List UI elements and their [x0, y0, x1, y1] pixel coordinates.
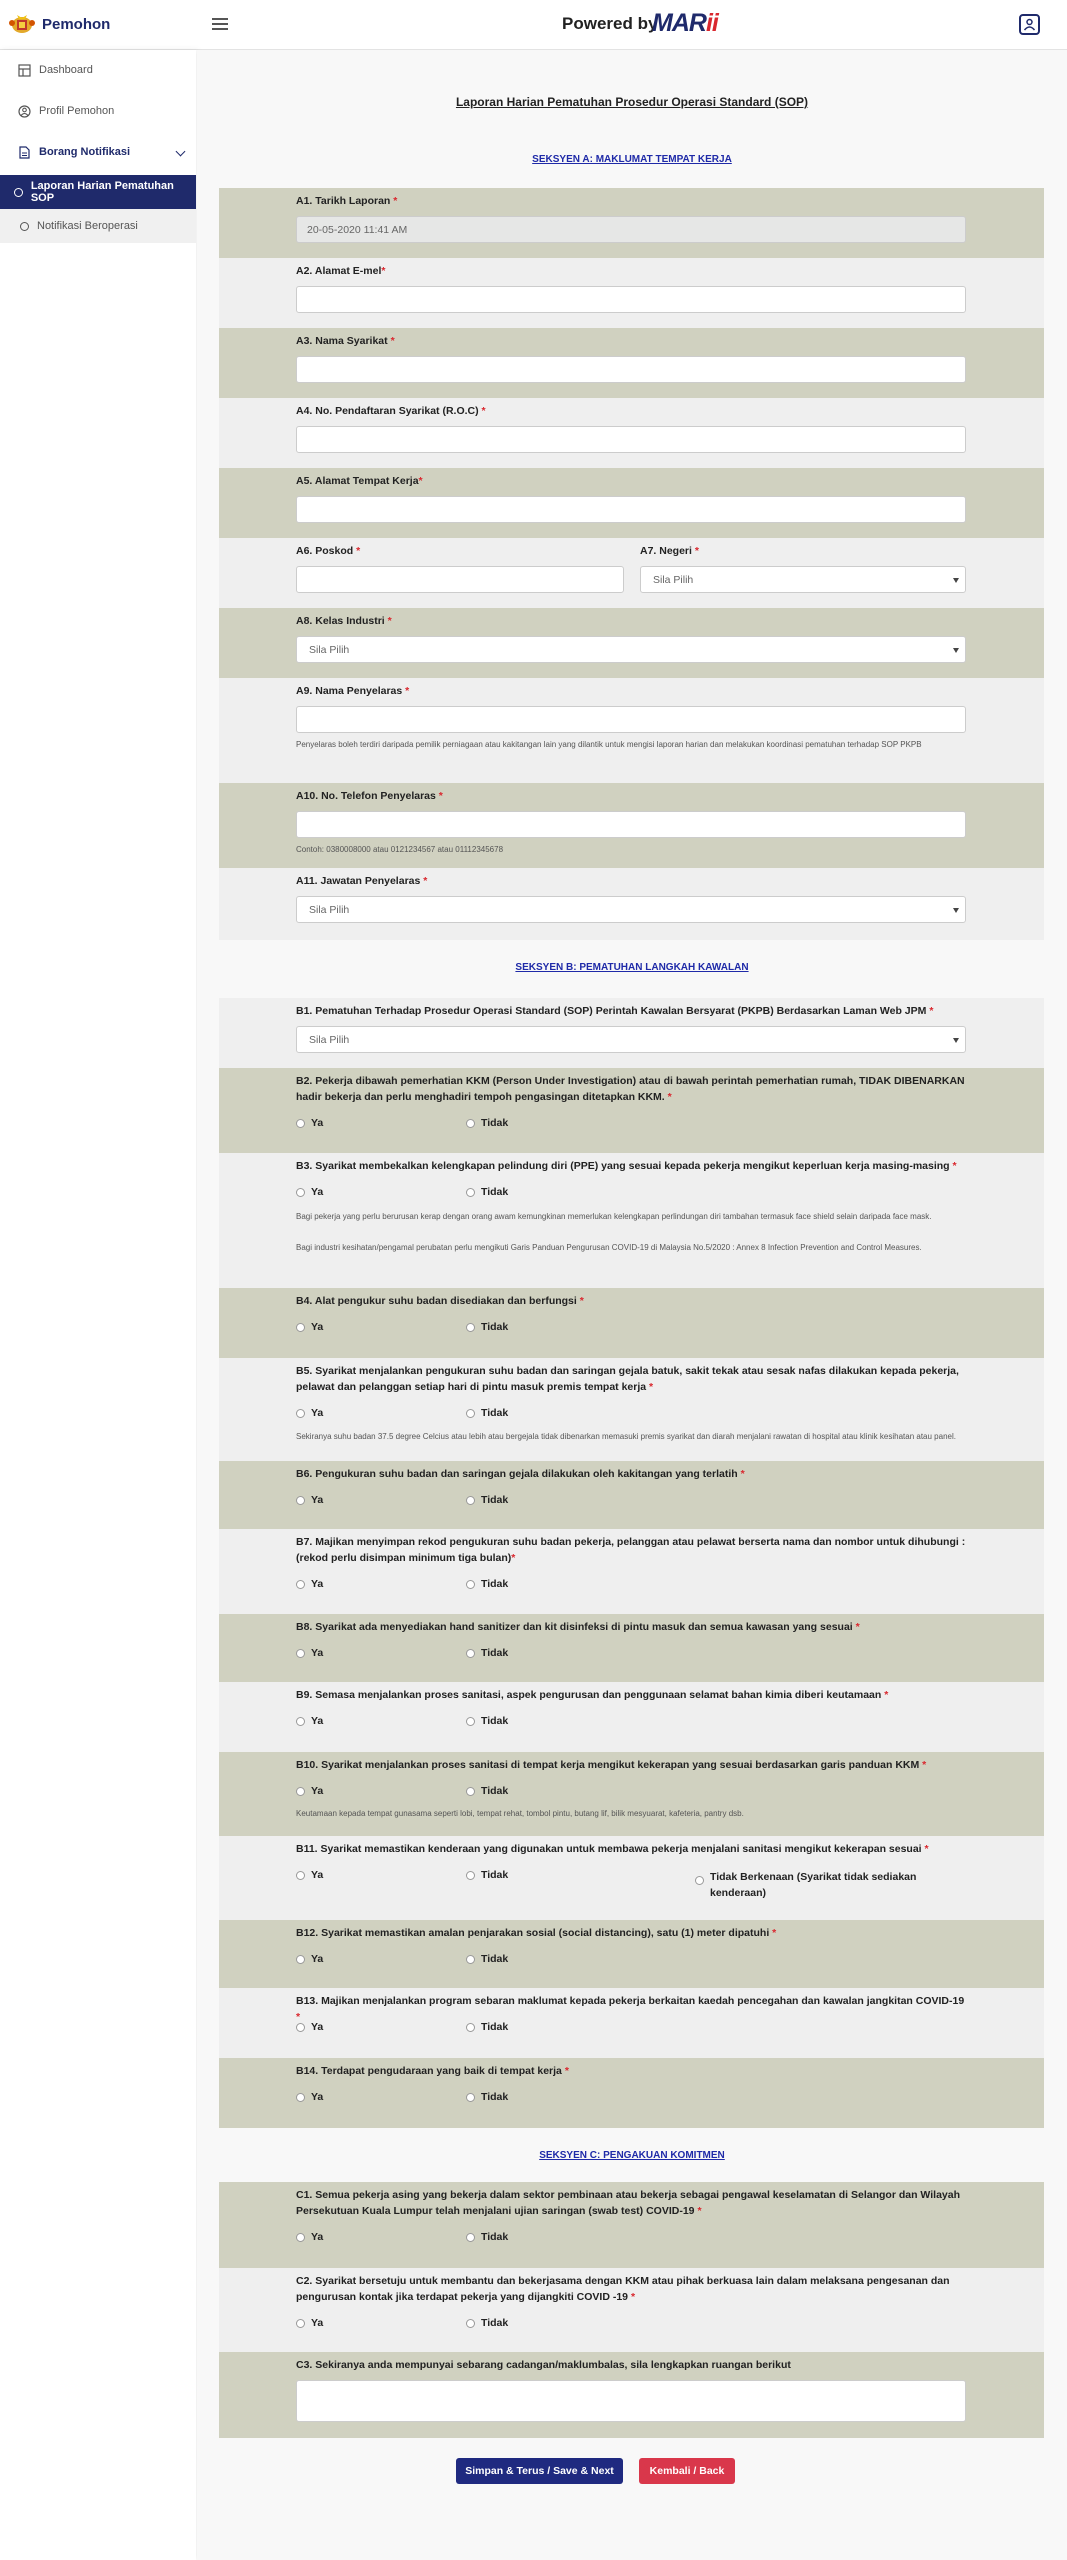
dropdown-arrow-icon	[953, 1038, 959, 1043]
radio-no[interactable]: Tidak	[466, 2317, 508, 2329]
question-b14	[219, 2058, 1044, 2128]
radio-yes[interactable]: Ya	[296, 1186, 323, 1198]
sidebar-item-label: Laporan Harian Pematuhan SOP	[30, 180, 174, 204]
dropdown-arrow-icon	[953, 908, 959, 913]
radio-not-applicable[interactable]: Tidak Berkenaan (Syarikat tidak sediakan kenderaan)	[695, 1869, 925, 1901]
radio-circle-icon	[466, 1188, 475, 1197]
sidebar-item-borang-notifikasi[interactable]	[0, 132, 196, 172]
question-label: A9. Nama Penyelaras *	[296, 685, 410, 697]
back-button[interactable]: Kembali / Back	[639, 2458, 735, 2484]
question-a4	[219, 398, 1044, 468]
question-a1	[219, 188, 1044, 258]
sidebar-item-label: Dashboard	[39, 64, 93, 76]
question-label: B14. Terdapat pengudaraan yang baik di tempat kerja *	[296, 2065, 569, 2077]
document-icon	[18, 146, 31, 159]
radio-yes[interactable]: Ya	[296, 1494, 323, 1506]
section-a-title: SEKSYEN A: MAKLUMAT TEMPAT KERJA	[532, 154, 732, 165]
question-a2	[219, 258, 1044, 328]
question-label: B4. Alat pengukur suhu badan disediakan dan berfungsi *	[296, 1295, 584, 1307]
radio-no[interactable]: Tidak	[466, 1117, 508, 1129]
question-b2	[219, 1068, 1044, 1153]
question-label: B11. Syarikat memastikan kenderaan yang digunakan untuk membawa pekerja menjalani sanitasi mengikut kekerapan sesuai *	[296, 1843, 929, 1855]
sidebar-item-laporan-harian[interactable]	[0, 175, 196, 209]
help-text: Bagi industri kesihatan/pengamal perubatan perlu mengikuti Garis Panduan Pengurusan COVID-19 di Malaysia No.5/2020 : Annex 8 Infection Prevention and Control Measures.	[296, 1243, 922, 1252]
question-a3	[219, 328, 1044, 398]
radio-circle-icon	[466, 1871, 475, 1880]
question-a5	[219, 468, 1044, 538]
section-b-title: SEKSYEN B: PEMATUHAN LANGKAH KAWALAN	[515, 962, 749, 973]
question-c3	[219, 2352, 1044, 2438]
radio-circle-icon	[296, 1871, 305, 1880]
radio-circle-icon	[296, 1649, 305, 1658]
radio-circle-icon	[466, 2093, 475, 2102]
radio-circle-icon	[296, 1119, 305, 1128]
question-a10	[219, 783, 1044, 868]
question-label: B10. Syarikat menjalankan proses sanitasi di tempat kerja mengikut kekerapan yang sesuai berdasarkan garis panduan KKM *	[296, 1759, 927, 1771]
question-a6-a7	[219, 538, 1044, 608]
sidebar-item-label: Borang Notifikasi	[39, 146, 131, 158]
radio-circle-icon	[296, 1717, 305, 1726]
radio-circle-icon	[296, 2233, 305, 2242]
section-c-title: SEKSYEN C: PENGAKUAN KOMITMEN	[539, 2150, 725, 2161]
question-b3	[219, 1153, 1044, 1288]
user-icon	[1021, 16, 1038, 33]
question-label: B2. Pekerja dibawah pemerhatian KKM (Person Under Investigation) atau di bawah perintah pemerhatian rumah, TIDAK DIBENARKAN hadir bekerja dan perlu menghadiri tempoh pengasingan ditetapkan KKM. *	[296, 1075, 965, 1103]
question-label: A4. No. Pendaftaran Syarikat (R.O.C) *	[296, 405, 486, 417]
question-label: C3. Sekiranya anda mempunyai sebarang cadangan/maklumbalas, sila lengkapkan ruangan berikut	[296, 2359, 791, 2371]
question-label: B1. Pematuhan Terhadap Prosedur Operasi Standard (SOP) Perintah Kawalan Bersyarat (PKPB) Berdasarkan Laman Web JPM *	[296, 1005, 934, 1017]
postcode-field[interactable]	[296, 566, 624, 593]
dropdown-arrow-icon	[953, 578, 959, 583]
question-a9	[219, 678, 1044, 783]
radio-yes[interactable]: Ya	[296, 2231, 323, 2243]
radio-yes[interactable]: Ya	[296, 1647, 323, 1659]
radio-no[interactable]: Tidak	[466, 1647, 508, 1659]
radio-circle-icon	[296, 2093, 305, 2102]
radio-no[interactable]: Tidak	[466, 2091, 508, 2103]
radio-circle-icon	[466, 1496, 475, 1505]
coordinator-phone-field[interactable]	[296, 811, 966, 838]
radio-yes[interactable]: Ya	[296, 1953, 323, 1965]
radio-circle-icon	[695, 1876, 704, 1885]
company-name-field[interactable]	[296, 356, 966, 383]
user-account-icon[interactable]	[1019, 14, 1040, 35]
radio-no[interactable]: Tidak	[466, 1321, 508, 1333]
workplace-address-field[interactable]	[296, 496, 966, 523]
sidebar-item-notifikasi-beroperasi[interactable]	[0, 209, 196, 243]
circle-icon	[20, 222, 29, 231]
radio-circle-icon	[296, 1323, 305, 1332]
radio-circle-icon	[296, 1787, 305, 1796]
state-select[interactable]: Sila Pilih	[640, 566, 966, 593]
radio-circle-icon	[466, 1955, 475, 1964]
main-content	[197, 50, 1067, 2560]
radio-yes[interactable]: Ya	[296, 1785, 323, 1797]
question-label: A11. Jawatan Penyelaras *	[296, 875, 428, 887]
sidebar-item-dashboard[interactable]	[0, 50, 196, 90]
radio-circle-icon	[296, 1188, 305, 1197]
radio-circle-icon	[466, 1580, 475, 1589]
coordinator-position-select[interactable]: Sila Pilih	[296, 896, 966, 923]
question-label: B7. Majikan menyimpan rekod pengukuran suhu badan pekerja, pelanggan atau pelawat berserta nama dan nombor untuk dihubungi : (rekod perlu disimpan minimum tiga bulan)*	[296, 1536, 966, 1564]
radio-no[interactable]: Tidak	[466, 2021, 508, 2033]
radio-yes[interactable]: Ya	[296, 1407, 323, 1419]
question-b12	[219, 1920, 1044, 1988]
dropdown-arrow-icon	[953, 648, 959, 653]
radio-yes[interactable]: Ya	[296, 1715, 323, 1727]
radio-yes[interactable]: Ya	[296, 2317, 323, 2329]
page-title: Laporan Harian Pematuhan Prosedur Operasi Standard (SOP)	[455, 95, 809, 109]
radio-circle-icon	[466, 2233, 475, 2242]
sidebar	[0, 50, 196, 2560]
question-label: B6. Pengukuran suhu badan dan saringan gejala dilakukan oleh kakitangan yang terlatih *	[296, 1468, 745, 1480]
industry-class-select[interactable]: Sila Pilih	[296, 636, 966, 663]
help-text: Bagi pekerja yang perlu berurusan kerap dengan orang awam kemungkinan memerlukan kelengkapan perlindungan diri tambahan termasuk face shield selain daripada face mask.	[296, 1212, 932, 1221]
radio-circle-icon	[296, 1955, 305, 1964]
question-label: A10. No. Telefon Penyelaras *	[296, 790, 443, 802]
crest-logo-icon	[8, 13, 36, 35]
menu-toggle-icon[interactable]	[212, 18, 228, 30]
report-date-field: 20-05-2020 11:41 AM	[296, 216, 966, 243]
brand-logo-suffix: ii	[705, 9, 718, 37]
radio-circle-icon	[466, 2319, 475, 2328]
radio-no[interactable]: Tidak	[466, 2231, 508, 2243]
feedback-textarea[interactable]	[296, 2380, 966, 2422]
radio-circle-icon	[296, 2319, 305, 2328]
radio-circle-icon	[466, 1717, 475, 1726]
radio-no[interactable]: Tidak	[466, 1407, 508, 1419]
question-b10	[219, 1752, 1044, 1836]
question-label: C1. Semua pekerja asing yang bekerja dalam sektor pembinaan atau bekerja sebagai pengawal keselamatan di Selangor dan Wilayah Persekutuan Kuala Lumpur telah menjalani ujian saringan (swab test) COVID-19 *	[296, 2189, 961, 2217]
question-b9	[219, 1682, 1044, 1752]
question-a11	[219, 868, 1044, 940]
question-b7	[219, 1529, 1044, 1614]
radio-no[interactable]: Tidak	[466, 1953, 508, 1965]
radio-yes[interactable]: Ya	[296, 1578, 323, 1590]
question-label: B12. Syarikat memastikan amalan penjarakan sosial (social distancing), satu (1) meter dipatuhi *	[296, 1927, 777, 1939]
question-c2	[219, 2268, 1044, 2352]
radio-circle-icon	[466, 1119, 475, 1128]
radio-yes[interactable]: Ya	[296, 1869, 323, 1881]
coordinator-name-field[interactable]	[296, 706, 966, 733]
circle-icon	[14, 188, 23, 197]
question-c1	[219, 2182, 1044, 2268]
question-label: A5. Alamat Tempat Kerja*	[296, 475, 423, 487]
question-b13	[219, 1988, 1044, 2058]
question-b1	[219, 998, 1044, 1068]
radio-no[interactable]: Tidak	[466, 1578, 508, 1590]
question-label: B13. Majikan menjalankan program sebaran maklumat kepada pekerja berkaitan kaedah pencegahan dan kawalan jangkitan COVID-19 *	[296, 1995, 965, 2023]
radio-yes[interactable]: Ya	[296, 2091, 323, 2103]
sop-compliance-select[interactable]: Sila Pilih	[296, 1026, 966, 1053]
question-label: B3. Syarikat membekalkan kelengkapan pelindung diri (PPE) yang sesuai kepada pekerja mengikut keperluan kerja masing-masing *	[296, 1160, 957, 1172]
email-field[interactable]	[296, 286, 966, 313]
radio-no[interactable]: Tidak	[466, 1494, 508, 1506]
radio-circle-icon	[466, 1649, 475, 1658]
brand-logo	[652, 9, 718, 38]
help-text: Penyelaras boleh terdiri daripada pemilik perniagaan atau kakitangan lain yang dilantik untuk mengisi laporan harian dan melakukan koordinasi pematuhan terhadap SOP PKPB	[296, 740, 922, 749]
app-logo[interactable]	[8, 13, 110, 35]
radio-circle-icon	[296, 1580, 305, 1589]
save-next-button[interactable]: Simpan & Terus / Save & Next	[456, 2458, 623, 2484]
question-label: C2. Syarikat bersetuju untuk membantu dan bekerjasama dengan KKM atau pihak berkuasa lain dalam melaksana pengesanan dan pengurusan kontak jika terdapat pekerja yang dijangkiti COVID -19 *	[296, 2275, 950, 2303]
top-bar	[0, 0, 1067, 50]
user-circle-icon	[18, 105, 31, 118]
chevron-down-icon	[176, 147, 186, 157]
sidebar-item-label: Notifikasi Beroperasi	[37, 220, 138, 232]
question-label: A2. Alamat E-mel*	[296, 265, 386, 277]
question-label: A3. Nama Syarikat *	[296, 335, 395, 347]
radio-yes[interactable]: Ya	[296, 1117, 323, 1129]
help-text: Keutamaan kepada tempat gunasama seperti lobi, tempat rehat, tombol pintu, butang lif, bilik mesyuarat, kafeteria, pantry dsb.	[296, 1809, 744, 1818]
sidebar-item-profil[interactable]	[0, 91, 196, 131]
radio-circle-icon	[296, 1496, 305, 1505]
dashboard-icon	[18, 64, 31, 77]
question-b4	[219, 1288, 1044, 1358]
question-b6	[219, 1461, 1044, 1529]
radio-circle-icon	[296, 2023, 305, 2032]
radio-yes[interactable]: Ya	[296, 2021, 323, 2033]
radio-circle-icon	[466, 1787, 475, 1796]
brand-logo-main: MAR	[652, 9, 706, 37]
radio-no[interactable]: Tidak	[466, 1869, 508, 1881]
help-text: Contoh: 0380008000 atau 0121234567 atau 01112345678	[296, 845, 504, 854]
sidebar-item-label: Profil Pemohon	[39, 105, 115, 117]
question-b8	[219, 1614, 1044, 1682]
powered-by-text: Powered by	[562, 14, 658, 33]
radio-yes[interactable]: Ya	[296, 1321, 323, 1333]
question-label: A8. Kelas Industri *	[296, 615, 392, 627]
radio-circle-icon	[296, 1409, 305, 1418]
app-name: Pemohon	[42, 15, 111, 33]
radio-circle-icon	[466, 1409, 475, 1418]
radio-circle-icon	[466, 2023, 475, 2032]
radio-circle-icon	[466, 1323, 475, 1332]
question-b5	[219, 1358, 1044, 1461]
help-text: Sekiranya suhu badan 37.5 degree Celcius atau lebih atau bergejala tidak dibenarkan memasuki premis syarikat dan diarah menjalani rawatan di hospital atau klinik kesihatan atau panel.	[296, 1432, 956, 1441]
question-label: B9. Semasa menjalankan proses sanitasi, aspek pengurusan dan penggunaan selamat bahan kimia diberi keutamaan *	[296, 1689, 889, 1701]
company-roc-field[interactable]	[296, 426, 966, 453]
question-label: A1. Tarikh Laporan *	[296, 195, 398, 207]
question-b11	[219, 1836, 1044, 1920]
question-a8	[219, 608, 1044, 678]
question-label: A7. Negeri *	[640, 545, 699, 557]
question-label: B8. Syarikat ada menyediakan hand sanitizer dan kit disinfeksi di pintu masuk dan semua kawasan yang sesuai *	[296, 1621, 860, 1633]
question-label: A6. Poskod *	[296, 545, 361, 557]
radio-no[interactable]: Tidak	[466, 1186, 508, 1198]
radio-no[interactable]: Tidak	[466, 1785, 508, 1797]
radio-no[interactable]: Tidak	[466, 1715, 508, 1727]
question-label: B5. Syarikat menjalankan pengukuran suhu badan dan saringan gejala batuk, sakit tekak atau sesak nafas dilakukan kepada pekerja, pelawat dan pelanggan setiap hari di pintu masuk premis tempat kerja *	[296, 1365, 959, 1393]
